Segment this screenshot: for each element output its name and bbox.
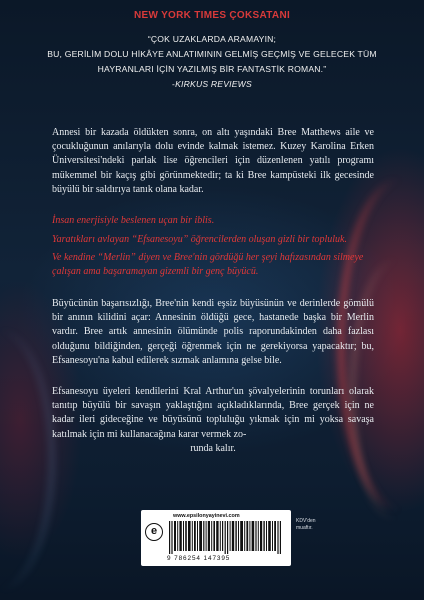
tagline: Ve kendine “Merlin” diyen ve Bree'nin gördüğü her şeyi hafızasından silmeye çalışan ama başaramayan gizemli bir genç büyücü. [52, 252, 364, 277]
synopsis-final-line: runda kalır. [190, 442, 236, 454]
isbn-number: 9 786254 147395 [167, 555, 231, 562]
synopsis-paragraph-2 [52, 297, 374, 368]
tagline: İnsan enerjisiyle beslenen uçan bir iblis. [52, 215, 215, 226]
synopsis-text [52, 385, 374, 456]
intro-text: Annesi bir kazada öldükten sonra, on altı yaşındaki Bree Matthews aile ve çocukluğunun anılarıyla dolu evinde kalmak istemez. Kuzey Karolina Erken Üniversitesi'ndeki parlak lise öğrencileri için düzenlenen yatılı programı mükemmel bir kaçış gibi görünmektedir; ta ki Bree kampüsteki ilk gecesinde büyülü bir saldırıya tanık olana kadar. [52, 127, 374, 195]
intro-paragraph [52, 126, 374, 197]
tax-note-line: KDV'den [296, 518, 316, 524]
quote-line: “ÇOK UZAKLARDA ARAMAYIN; [147, 34, 277, 44]
barcode-panel [141, 510, 291, 566]
bestseller-headline: NEW YORK TIMES ÇOKSATANI [133, 10, 291, 21]
synopsis-main: Efsanesoyu üyeleri kendilerini Kral Arthur'un şövalyelerinin torunları olarak tanıtıp büyülü bir savaşın yaklaştığını açıkladıklarında, Bree gerçek için ne kadar ileri gideceğine ve büyüsünü topluluğu yıkmak için mi yoksa savaşa katılmak için mi kullanacağına karar vermek zo- [52, 386, 374, 440]
synopsis-paragraph-3 [52, 385, 374, 456]
quote-attribution [40, 77, 384, 92]
tagline: Yaratıkları avlayan “Efsanesoyu” öğrencilerden oluşan gizli bir topluluk. [52, 233, 347, 245]
quote-line: BU, GERİLİM DOLU HİKÂYE ANLATIMININ GELMİŞ GEÇMİŞ VE GELECEK TÜM [47, 49, 377, 59]
quote-line: HAYRANLARI İÇİN YAZILMIŞ BİR FANTASTİK ROMAN.” [97, 64, 327, 74]
blue-light-streak [0, 330, 54, 590]
attribution-source: KIRKUS REVIEWS [175, 79, 252, 89]
isbn-barcode [169, 521, 285, 554]
tax-note [296, 518, 336, 531]
attribution-dash: - [172, 79, 176, 89]
publisher-url: www.epsilonyayinevi.com [173, 513, 240, 519]
tax-note-line: muaftır. [296, 524, 313, 531]
synopsis-text: Büyücünün başarısızlığı, Bree'nin kendi eşsiz büyüsünün ve derinlerde gömülü bir anının kilidini açar: Annesinin öldüğü gece, hastanede başka bir Merlin vardır. Bree artık annesinin ölümünde polis raporundakinden daha fazlası olduğunu bildiğinden, gerçeği öğrenmek için ne gerekiyorsa yapacaktır; bu, Efsanesoyu'na kabul edilerek sızmak anlamına gelse bile. [52, 298, 374, 366]
review-quote [40, 32, 384, 92]
publisher-logo-icon: e [145, 523, 163, 541]
tagline-list [52, 214, 374, 283]
